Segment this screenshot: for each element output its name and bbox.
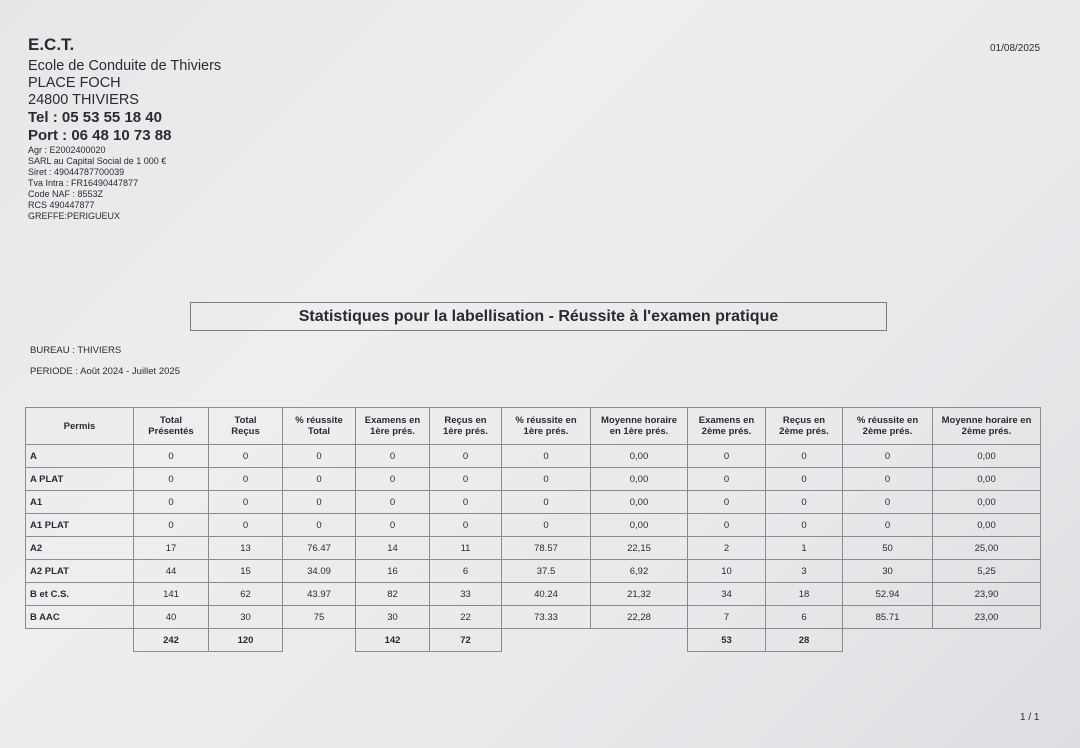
table-cell: 33 (430, 583, 502, 606)
table-cell: 14 (356, 537, 430, 560)
table-cell: 0 (502, 491, 591, 514)
table-cell: 3 (766, 560, 843, 583)
totals-spacer (502, 629, 591, 652)
totals-spacer (843, 629, 933, 652)
table-cell: 0 (356, 468, 430, 491)
table-cell: 0 (688, 491, 766, 514)
table-cell: 73.33 (502, 606, 591, 629)
table-cell: 6,92 (591, 560, 688, 583)
column-header-line: Reçus en (444, 415, 487, 426)
table-cell: 0 (134, 445, 209, 468)
column-header-line: % réussite en (856, 415, 919, 426)
table-cell: 13 (209, 537, 283, 560)
totals-row (26, 629, 1041, 652)
table-cell: 62 (209, 583, 283, 606)
table-cell: 0 (283, 468, 356, 491)
column-header-line: 2ème prés. (961, 426, 1012, 437)
table-cell: 17 (134, 537, 209, 560)
total-recus-1: 72 (430, 629, 502, 652)
table-cell: 0,00 (933, 445, 1041, 468)
total-recus: 120 (209, 629, 283, 652)
column-header (502, 408, 591, 445)
table-cell: 0 (766, 491, 843, 514)
table-cell: 30 (209, 606, 283, 629)
column-header-line: Total (234, 415, 257, 426)
permis-cell: A (26, 445, 134, 468)
table-cell: 7 (688, 606, 766, 629)
table-cell: 0 (283, 445, 356, 468)
column-header (766, 408, 843, 445)
table-cell: 0 (430, 514, 502, 537)
table-cell: 0 (430, 491, 502, 514)
column-header (430, 408, 502, 445)
column-header-line: Reçus en (782, 415, 826, 426)
total-examens-1: 142 (356, 629, 430, 652)
table-cell: 22,15 (591, 537, 688, 560)
rcs: RCS 490447877 (28, 200, 95, 210)
table-cell: 0 (356, 491, 430, 514)
column-header (283, 408, 356, 445)
address-street: PLACE FOCH (28, 75, 121, 91)
table-cell: 44 (134, 560, 209, 583)
column-header-line: Examens en (364, 415, 421, 426)
table-cell: 15 (209, 560, 283, 583)
table-cell: 0 (209, 514, 283, 537)
table-cell: 34.09 (283, 560, 356, 583)
page-number: 1 / 1 (1020, 712, 1040, 723)
siret: Siret : 49044787700039 (28, 167, 125, 177)
table-cell: 37.5 (502, 560, 591, 583)
permis-cell: A1 PLAT (26, 514, 134, 537)
table-cell: 18 (766, 583, 843, 606)
sarl-capital: SARL au Capital Social de 1 000 € (28, 156, 167, 166)
column-header-line: % réussite en (515, 415, 577, 426)
permis-cell: A PLAT (26, 468, 134, 491)
table-cell: 0 (356, 445, 430, 468)
phone-tel: Tel : 05 53 55 18 40 (28, 109, 162, 126)
table-cell: 0,00 (591, 445, 688, 468)
column-header (843, 408, 933, 445)
column-header-line: % réussite (295, 415, 343, 426)
table-row (26, 606, 1041, 629)
report-title: Statistiques pour la labellisation - Réussite à l'examen pratique (190, 302, 887, 331)
table-cell: 82 (356, 583, 430, 606)
table-cell: 0 (209, 468, 283, 491)
table-cell: 0 (766, 514, 843, 537)
table-cell: 16 (356, 560, 430, 583)
table-cell: 0 (134, 468, 209, 491)
column-header-line: Reçus (231, 426, 260, 437)
table-cell: 0 (688, 514, 766, 537)
totals-spacer (933, 629, 1041, 652)
totals-spacer (283, 629, 356, 652)
table-cell: 0 (502, 445, 591, 468)
column-header-line: Permis (63, 420, 96, 432)
column-header-line: Examens en (698, 415, 755, 426)
table-cell: 2 (688, 537, 766, 560)
column-header (356, 408, 430, 445)
table-cell: 5,25 (933, 560, 1041, 583)
column-header-line: Total (308, 426, 330, 437)
column-header-line: en 1ère prés. (609, 426, 669, 437)
table-cell: 141 (134, 583, 209, 606)
table-cell: 0 (209, 491, 283, 514)
table-cell: 22 (430, 606, 502, 629)
permis-cell: B AAC (26, 606, 134, 629)
table-row (26, 468, 1041, 491)
table-cell: 0 (134, 514, 209, 537)
column-header (591, 408, 688, 445)
table-row (26, 445, 1041, 468)
table-cell: 40 (134, 606, 209, 629)
stats-table (25, 407, 1041, 652)
table-cell: 0 (843, 445, 933, 468)
phone-port: Port : 06 48 10 73 88 (28, 127, 172, 144)
table-row (26, 560, 1041, 583)
totals-spacer (591, 629, 688, 652)
table-cell: 6 (430, 560, 502, 583)
table-cell: 1 (766, 537, 843, 560)
total-presentes: 242 (134, 629, 209, 652)
column-header-line: Moyenne horaire (600, 415, 678, 426)
table-cell: 43.97 (283, 583, 356, 606)
address-city: 24800 THIVIERS (28, 92, 139, 108)
column-header-line: 1ère prés. (443, 426, 488, 437)
table-row (26, 514, 1041, 537)
table-cell: 30 (843, 560, 933, 583)
table-cell: 0 (134, 491, 209, 514)
permis-cell: A1 (26, 491, 134, 514)
table-cell: 21,32 (591, 583, 688, 606)
table-cell: 0,00 (591, 514, 688, 537)
tva-intra: Tva Intra : FR16490447877 (28, 178, 139, 188)
table-cell: 25,00 (933, 537, 1041, 560)
table-cell: 50 (843, 537, 933, 560)
table-cell: 0 (766, 468, 843, 491)
table-cell: 0 (502, 514, 591, 537)
table-cell: 0 (766, 445, 843, 468)
total-examens-2: 53 (688, 629, 766, 652)
column-header (688, 408, 766, 445)
school-name: Ecole de Conduite de Thiviers (28, 58, 222, 74)
table-cell: 0 (283, 514, 356, 537)
table-cell: 0,00 (591, 468, 688, 491)
permis-cell: A2 (26, 537, 134, 560)
table-cell: 23,90 (933, 583, 1041, 606)
table-row (26, 583, 1041, 606)
permis-cell: A2 PLAT (26, 560, 134, 583)
permis-cell: B et C.S. (26, 583, 134, 606)
column-header-line: Moyenne horaire en (941, 415, 1032, 426)
table-cell: 0,00 (933, 468, 1041, 491)
company-name: E.C.T. (28, 35, 75, 54)
table-cell: 40.24 (502, 583, 591, 606)
table-cell: 52.94 (843, 583, 933, 606)
table-cell: 76.47 (283, 537, 356, 560)
totals-spacer (26, 629, 134, 652)
column-header-line: Total (160, 415, 182, 426)
table-cell: 0,00 (933, 514, 1041, 537)
agrement: Agr : E2002400020 (28, 145, 106, 155)
table-cell: 10 (688, 560, 766, 583)
table-cell: 6 (766, 606, 843, 629)
company-header (28, 35, 221, 222)
column-header (933, 408, 1041, 445)
column-header-line: 2ème prés. (862, 426, 913, 437)
table-cell: 0 (843, 514, 933, 537)
table-cell: 22,28 (591, 606, 688, 629)
table-cell: 0 (356, 514, 430, 537)
table-cell: 0 (688, 468, 766, 491)
table-cell: 0 (209, 445, 283, 468)
table-row (26, 537, 1041, 560)
bureau-label: BUREAU : THIVIERS (30, 345, 122, 356)
table-cell: 78.57 (502, 537, 591, 560)
table-cell: 0 (688, 445, 766, 468)
table-row (26, 491, 1041, 514)
table-cell: 0 (502, 468, 591, 491)
column-header-line: 1ère prés. (370, 426, 415, 437)
column-header-line: Présentés (148, 426, 194, 437)
table-cell: 0 (430, 445, 502, 468)
table-cell: 30 (356, 606, 430, 629)
column-header (134, 408, 209, 445)
table-cell: 0 (430, 468, 502, 491)
table-cell: 0 (843, 468, 933, 491)
table-cell: 11 (430, 537, 502, 560)
column-header-line: 2ème prés. (779, 426, 829, 437)
table-cell: 0,00 (591, 491, 688, 514)
column-header (26, 408, 134, 445)
greffe: GREFFE:PERIGUEUX (28, 211, 121, 221)
table-cell: 85.71 (843, 606, 933, 629)
code-naf: Code NAF : 8553Z (28, 189, 104, 199)
document-date: 01/08/2025 (990, 43, 1041, 54)
total-recus-2: 28 (766, 629, 843, 652)
table-cell: 0 (283, 491, 356, 514)
column-header-line: 2ème prés. (701, 426, 752, 437)
table-header-row (26, 408, 1041, 445)
column-header (209, 408, 283, 445)
table-cell: 0,00 (933, 491, 1041, 514)
table-cell: 75 (283, 606, 356, 629)
periode-label: PERIODE : Août 2024 - Juillet 2025 (30, 366, 180, 377)
table-cell: 34 (688, 583, 766, 606)
table-cell: 0 (843, 491, 933, 514)
table-cell: 23,00 (933, 606, 1041, 629)
column-header-line: 1ère prés. (523, 426, 569, 437)
